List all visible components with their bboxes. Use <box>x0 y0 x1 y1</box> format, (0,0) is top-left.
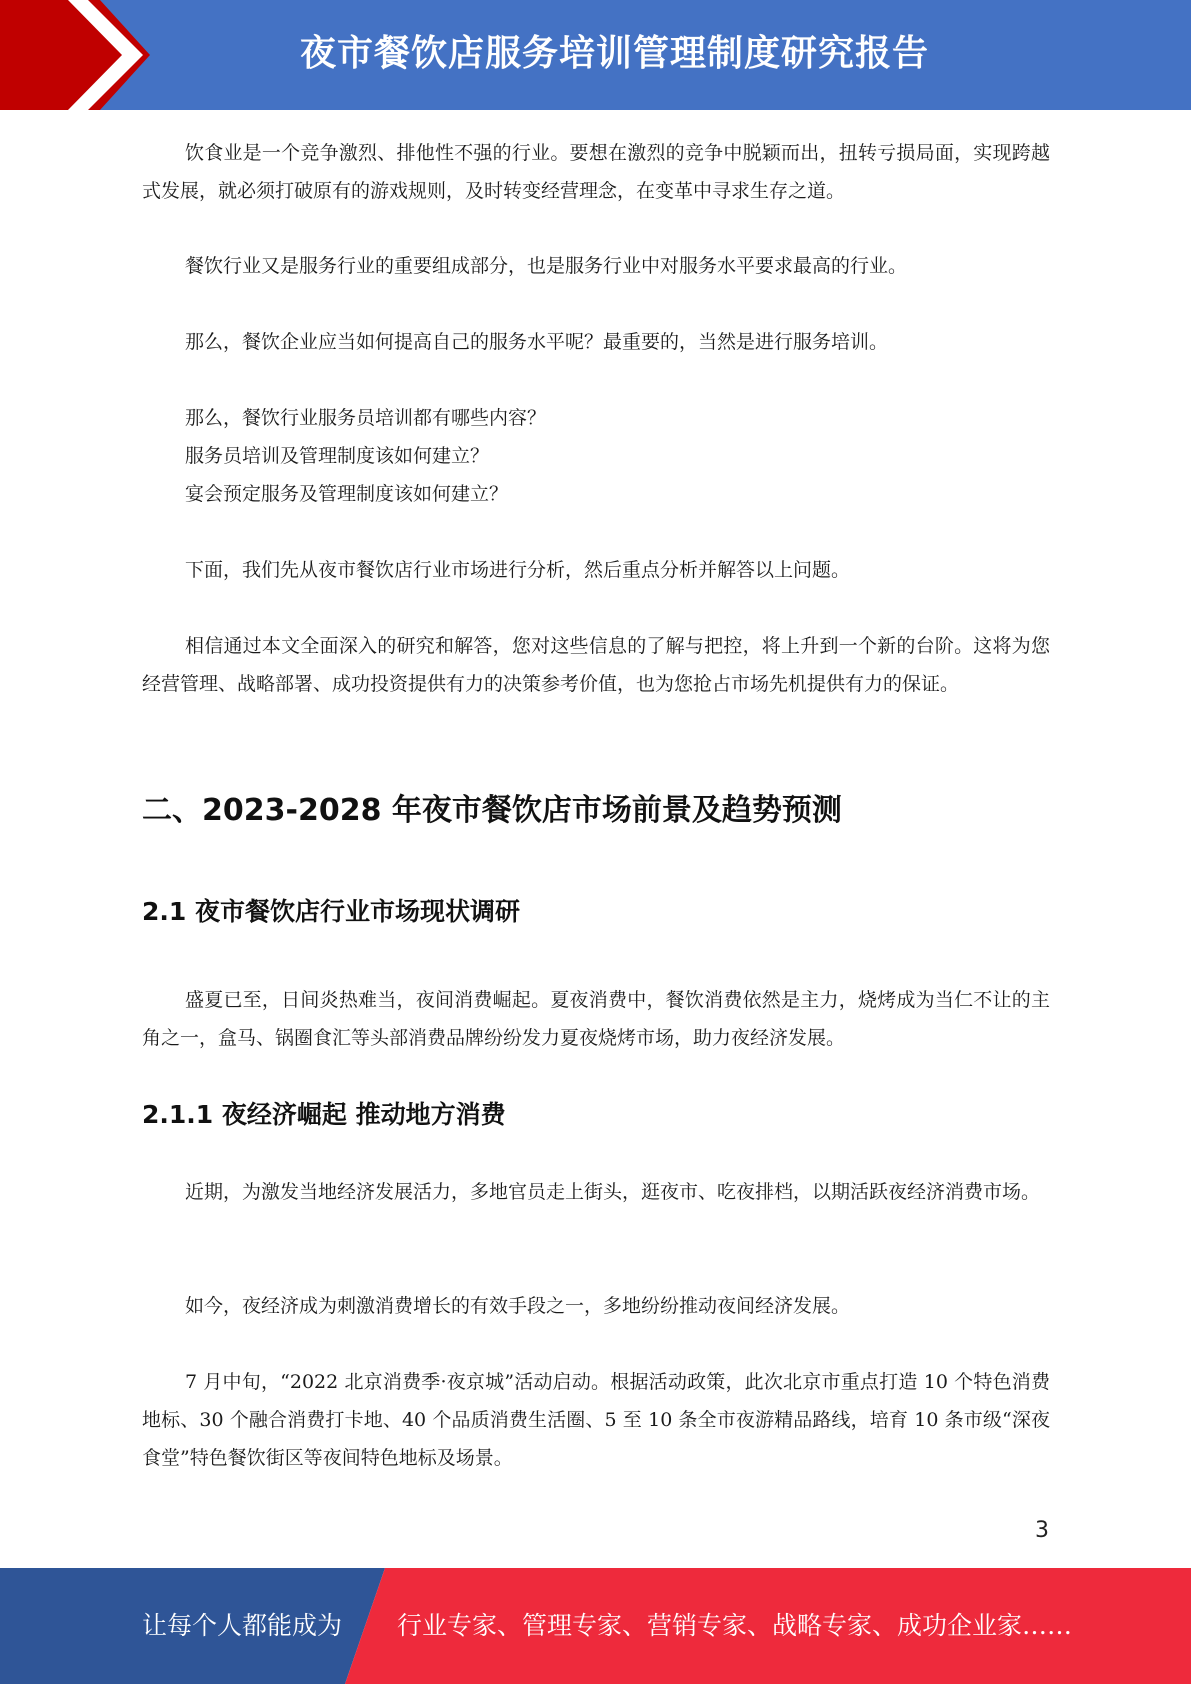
intro-paragraph-5: 相信通过本文全面深入的研究和解答，您对这些信息的了解与把控，将上升到一个新的台阶。这将为您经营管理、战略部署、成功投资提供有力的决策参考价值，也为您抢占市场先机提供有力的保证。 <box>142 635 1050 695</box>
page-number: 3 <box>1035 1518 1049 1543</box>
footer-slogan-right: 行业专家、管理专家、营销专家、战略专家、成功企业家…… <box>397 1611 1073 1640</box>
intro-question-1: 那么，餐饮行业服务员培训都有哪些内容？ <box>185 407 547 429</box>
intro-question-2: 服务员培训及管理制度该如何建立？ <box>185 445 490 467</box>
footer-slogan-left: 让每个人都能成为 <box>142 1611 343 1640</box>
subsection-heading-2-1: 2.1 夜市餐饮店行业市场现状调研 <box>142 897 520 926</box>
document-title: 夜市餐饮店服务培训管理制度研究报告 <box>300 33 930 74</box>
subsection-2-1-paragraph: 盛夏已至，日间炎热难当，夜间消费崛起。夏夜消费中，餐饮消费依然是主力，烧烤成为当仁不让的主角之一，盒马、锅圈食汇等头部消费品牌纷纷发力夏夜烧烤市场，助力夜经济发展。 <box>142 989 1050 1049</box>
intro-paragraph-3: 那么，餐饮企业应当如何提高自己的服务水平呢？最重要的，当然是进行服务培训。 <box>185 331 889 353</box>
section-heading: 二、2023-2028 年夜市餐饮店市场前景及趋势预测 <box>142 793 842 828</box>
subsection-2-1-1-paragraph-1: 近期，为激发当地经济发展活力，多地官员走上街头，逛夜市、吃夜排档，以期活跃夜经济消费市场。 <box>185 1181 1041 1203</box>
intro-paragraph-1: 饮食业是一个竞争激烈、排他性不强的行业。要想在激烈的竞争中脱颖而出，扭转亏损局面，实现跨越式发展，就必须打破原有的游戏规则，及时转变经营理念，在变革中寻求生存之道。 <box>142 142 1050 202</box>
header-arrow-icon <box>0 0 320 110</box>
subsection-heading-2-1-1: 2.1.1 夜经济崛起 推动地方消费 <box>142 1100 506 1129</box>
header-banner <box>0 0 1191 110</box>
subsection-2-1-1-paragraph-2: 如今，夜经济成为刺激消费增长的有效手段之一，多地纷纷推动夜间经济发展。 <box>185 1295 851 1317</box>
intro-paragraph-4: 下面，我们先从夜市餐饮店行业市场进行分析，然后重点分析并解答以上问题。 <box>185 559 851 581</box>
footer-banner <box>0 1568 1191 1684</box>
intro-paragraph-2: 餐饮行业又是服务行业的重要组成部分，也是服务行业中对服务水平要求最高的行业。 <box>185 255 908 277</box>
intro-question-3: 宴会预定服务及管理制度该如何建立？ <box>185 483 509 505</box>
subsection-2-1-1-paragraph-3: 7 月中旬，“2022 北京消费季·夜京城”活动启动。根据活动政策，此次北京市重点打造 10 个特色消费地标、30 个融合消费打卡地、40 个品质消费生活圈、5 至 10 条全市夜游精品路线，培育 10 条市级“深夜食堂”特色餐饮街区等夜间特色地标及场景。 <box>142 1371 1050 1469</box>
